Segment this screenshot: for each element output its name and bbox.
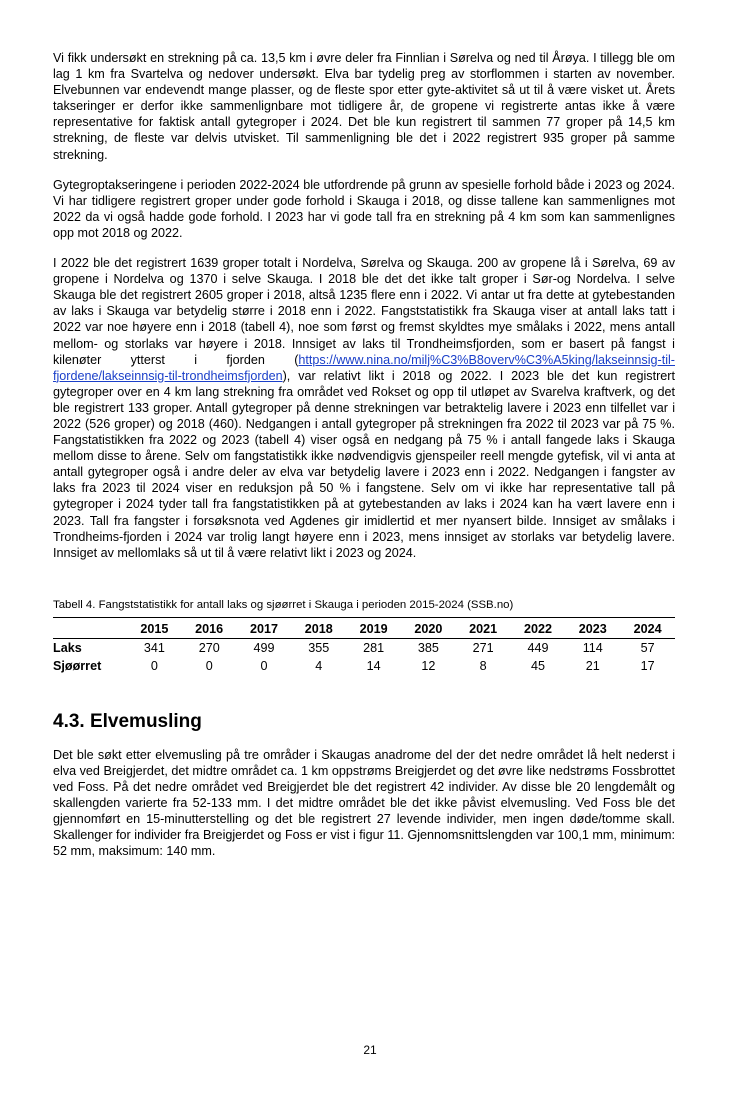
table-row bbox=[53, 657, 675, 675]
table-cell: 449 bbox=[527, 640, 549, 655]
paragraph-2: Gytegroptakseringene i perioden 2022-2024 ble utfordrende på grunn av spesielle forhold både i 2023 og 2024. Vi har tidligere registrert groper under gode forhold i Skauga i 2018, og disse tallene kan sammenlignes mot 2022 da vi også hadde gode forhold. I 2023 har vi gode tall fra en strekning på 4 km som kan sammenlignes opp mot 2018 og 2022. bbox=[53, 177, 675, 240]
table-cell: 271 bbox=[472, 640, 494, 655]
table-row-label: Laks bbox=[53, 640, 82, 655]
table-header-year: 2018 bbox=[291, 617, 346, 638]
section-paragraph: Det ble søkt etter elvemusling på tre områder i Skaugas anadrome del der det nedre området lå helt nederst i elva ved Breigjerdet, det midtre området ca. 1 km oppstrøms Breigjerdet og det øvre like nedstrøms Fossbrottet ved Foss. På det nedre området ved Breigjerdet ble det registrert 42 individer. Av disse ble 20 lengdemålt og skallengden varierte fra 52-133 mm. I det midtre området ble det ikke påvist elvemusling. Ved Foss ble det gjennomført en 15-minutterstelling og det ble registrert 27 levende individer, men ingen døde/tomme skall. Skallenger for individer fra Breigjerdet og Foss er vist i figur 11. Gjennomsnittslengden var 100,1 mm, minimum: 52 mm, maksimum: 140 mm. bbox=[53, 747, 675, 859]
table-cell: 0 bbox=[205, 658, 213, 673]
paragraph-1: Vi fikk undersøkt en strekning på ca. 13,5 km i øvre deler fra Finnlian i Sørelva og ned til Årøya. I tillegg ble om lag 1 km fra Svartelva og nedover undersøkt. Elva bar tydelig preg av storflommen i starten av november. Elvebunnen var endevendt mange plasser, og de fleste spor etter gyte-aktivitet så ut til å være visket ut. Årets takseringer er derfor ikke sammenlignbare mot tidligere år, de gropene vi registrerte antas ikke å være representative for faktisk antall gytegroper i 2024. Det ble kun registrert til sammen 77 groper på 14,5 km strekning, de fleste var delvis utvisket. Til sammenligning ble det i 2022 registrert 935 groper på samme strekning. bbox=[53, 51, 675, 162]
table-header-year: 2023 bbox=[565, 617, 620, 638]
document-page bbox=[53, 50, 675, 873]
table-cell: 341 bbox=[143, 640, 165, 655]
page-number: 21 bbox=[363, 1043, 377, 1057]
table-header-year: 2019 bbox=[346, 617, 401, 638]
paragraph-3 bbox=[53, 255, 675, 561]
table-cell: 17 bbox=[640, 658, 655, 673]
table-header-year: 2017 bbox=[237, 617, 292, 638]
table-cell: 355 bbox=[308, 640, 330, 655]
table-header-year: 2020 bbox=[401, 617, 456, 638]
table-cell: 4 bbox=[315, 658, 323, 673]
table-cell: 12 bbox=[421, 658, 436, 673]
table-cell: 21 bbox=[585, 658, 600, 673]
table-cell: 281 bbox=[363, 640, 385, 655]
catch-statistics-table bbox=[53, 617, 675, 675]
table-header-row bbox=[53, 617, 675, 638]
section-heading: 4.3. Elvemusling bbox=[53, 710, 202, 732]
table-cell: 270 bbox=[198, 640, 220, 655]
paragraph-3-text-after-link: ), var relativt likt i 2018 og 2022. I 2023 ble det kun registrert gytegroper over en 4 km lang strekning fra området ved Rokset og opp til utløpet av Svarelva kraftverk, og det ble registrert 133 groper. Antall gytegroper på denne strekningen var betraktelig lavere i 2023 enn tilfellet var i 2022 (526 groper) og 2018 (460). Nedgangen i antall gytegroper på strekningen fra 2022 til 2023 var på 75 %. Fangstatistikken fra 2022 og 2023 (tabell 4) viser også en nedgang på 75 % i antall fangede laks i Skauga mellom disse to årene. Selv om fangstatistikk ikke nødvendigvis gjenspeiler reell mengde gytefisk, vil vi anta at antall gytegroper også i andre deler av elva var betydelig lavere i 2023 enn i 2022. Nedgangen i fangster av laks fra 2023 til 2024 viser en reduksjon på 50 % i fangstene. Selv om vi ikke har representative tall på gytegroper i 2024 tyder tall fra fangstatistikken på at gytebestanden av laks i 2024 kan ha vært lavere enn i 2023. Tall fra fangster i forsøksnota ved Agdenes gir imidlertid et mer nyansert bilde. Innsiget av smålaks i Trondheims-fjorden i 2024 var trolig langt høyere enn i 2023, mens innsiget av storlaks var betydelig lavere. Innsiget av mellomlaks så ut til å være relativt likt i 2023 og 2024. bbox=[53, 368, 675, 560]
table-body bbox=[53, 638, 675, 675]
table-cell: 45 bbox=[530, 658, 545, 673]
table-header-year: 2015 bbox=[127, 617, 182, 638]
table-cell: 0 bbox=[260, 658, 268, 673]
paragraph-3-text-before-link: I 2022 ble det registrert 1639 groper totalt i Nordelva, Sørelva og Skauga. 200 av gropene lå i Sørelva, 69 av gropene i Nordelva og 1370 i selve Skauga. I 2018 ble det det ikke talt groper i Sør-og Nordelva. I selve Skauga ble det registrert 2605 groper i 2018, altså 1235 flere enn i 2022. Vi antar ut fra dette at gytebestanden av laks i Skauga var betydelig større i 2018 enn i 2022. Fangststatistikk fra Skauga viser at antall laks tatt i 2022 var noe høyere enn i 2018 (tabell 4), noe som først og fremst skyldtes mye smålaks i 2022, mens antall mellom- og storlaks var høyere i 2018. Innsiget av laks til Trondheimsfjorden, som er basert på fangst i kilenøter ytterst i fjorden ( bbox=[53, 256, 675, 367]
table-header-year: 2022 bbox=[511, 617, 566, 638]
table-cell: 14 bbox=[366, 658, 381, 673]
table-header-year: 2024 bbox=[620, 617, 675, 638]
table-header-year: 2016 bbox=[182, 617, 237, 638]
table-caption: Tabell 4. Fangststatistikk for antall laks og sjøørret i Skauga i perioden 2015-2024 (SSB.no) bbox=[53, 598, 514, 611]
table-cell: 499 bbox=[253, 640, 275, 655]
table-header-year: 2021 bbox=[456, 617, 511, 638]
table-row bbox=[53, 638, 675, 657]
table-cell: 0 bbox=[150, 658, 158, 673]
table-row-label: Sjøørret bbox=[53, 658, 102, 673]
table-cell: 8 bbox=[479, 658, 487, 673]
table-cell: 385 bbox=[417, 640, 439, 655]
table-cell: 114 bbox=[582, 640, 603, 655]
table-header-empty-cell bbox=[53, 617, 127, 638]
nina-lakseinnsig-link[interactable]: https://www.nina.no/milj%C3%B8overv%C3%A5king/lakseinnsig-til-fjordene/lakseinnsig-til-trondheimsfjorden bbox=[53, 352, 675, 383]
table-cell: 57 bbox=[640, 640, 655, 655]
